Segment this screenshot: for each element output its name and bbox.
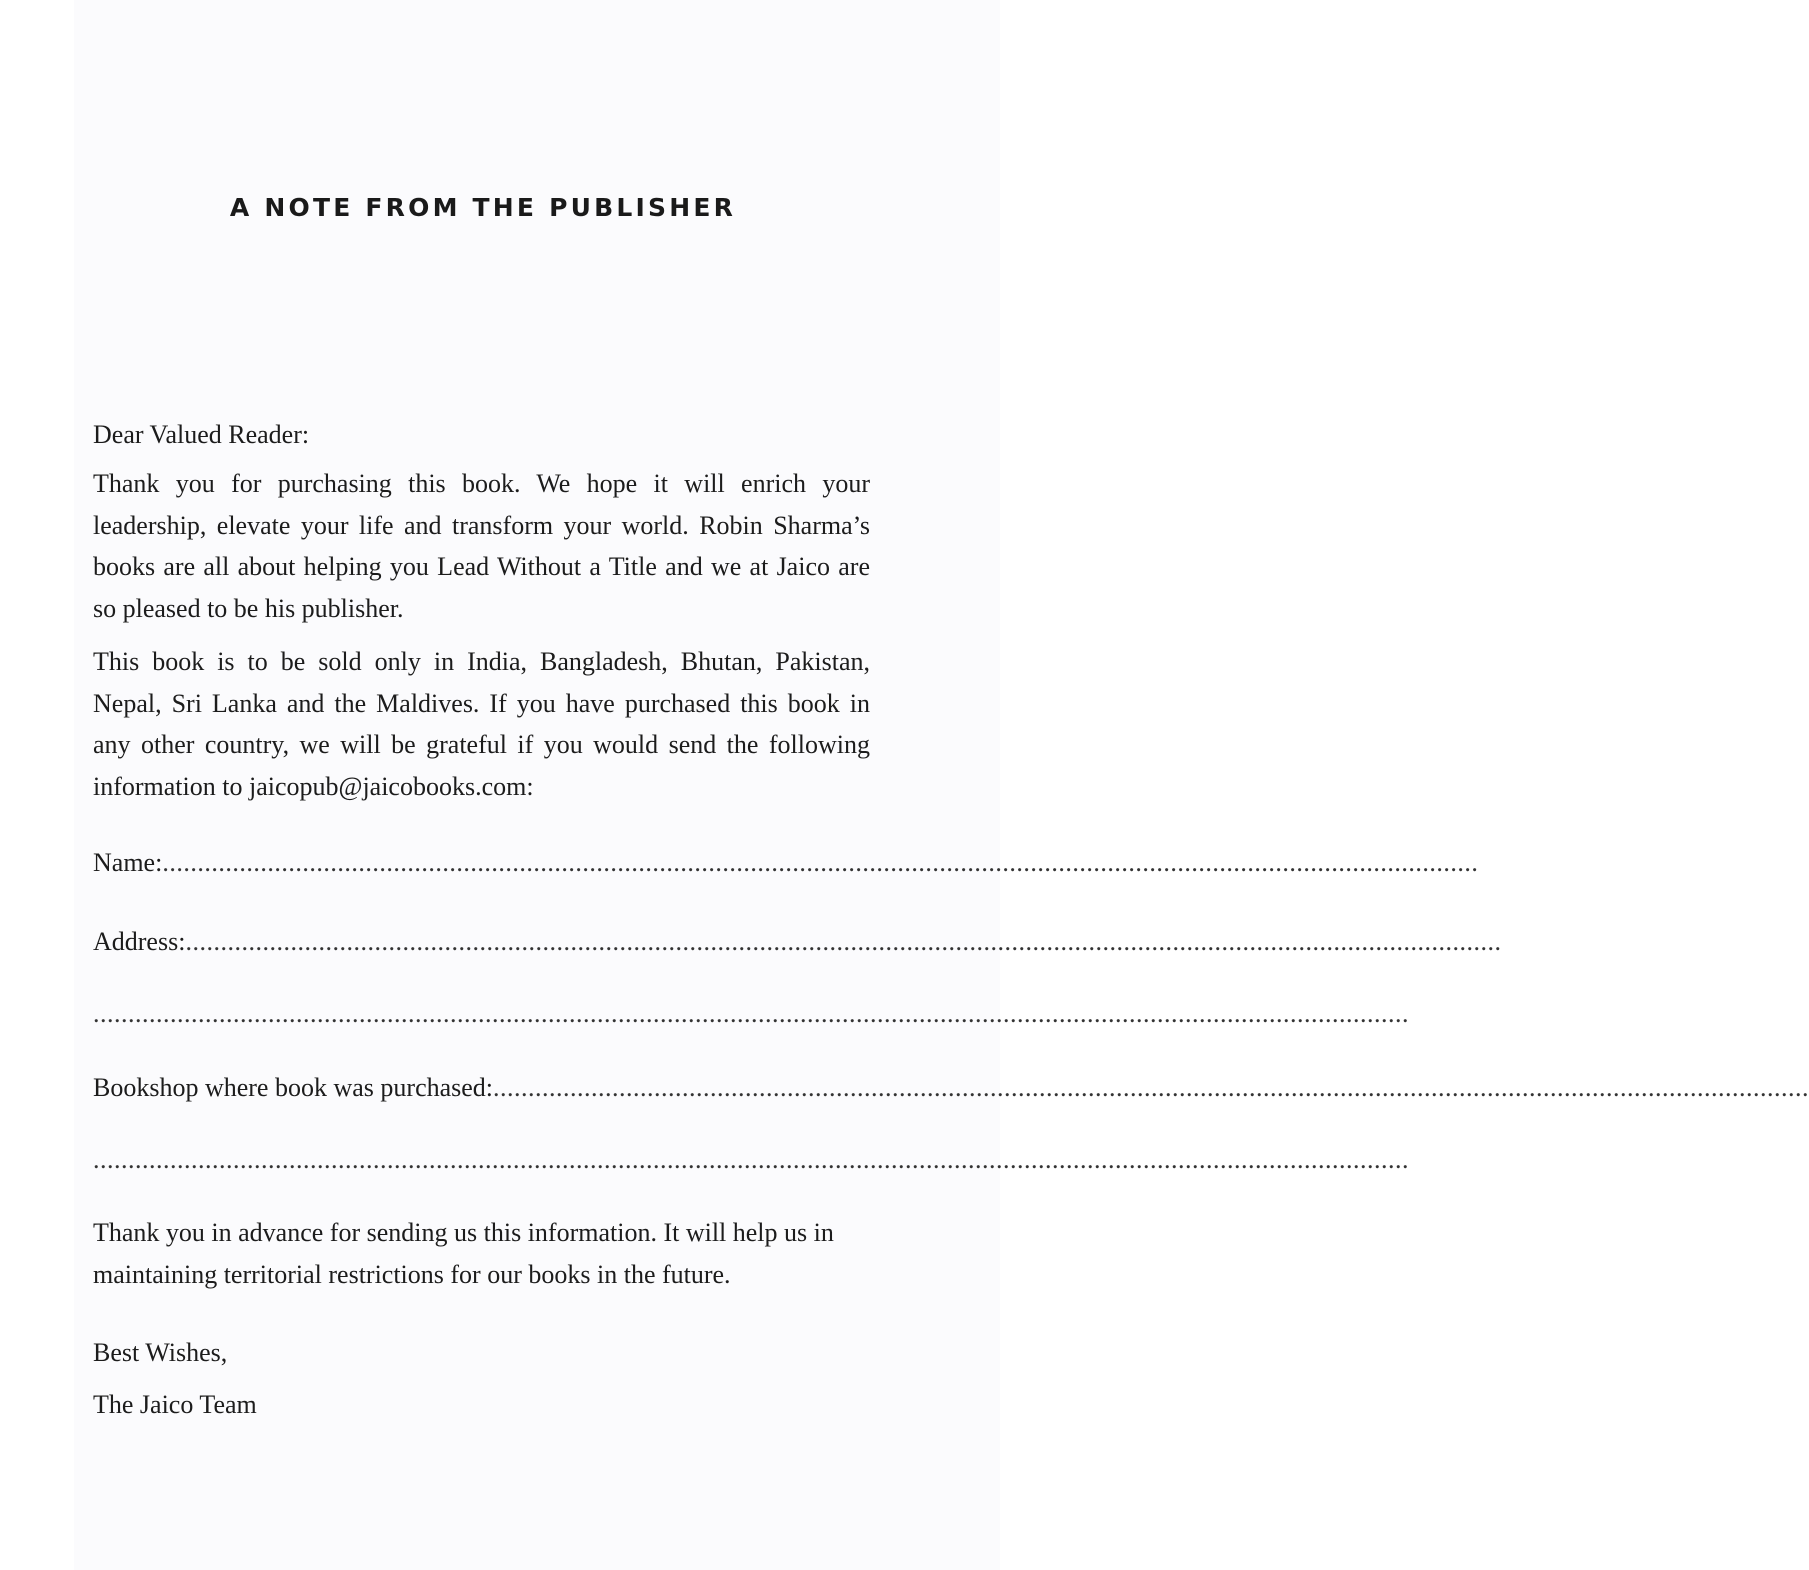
address-label: Address: — [93, 927, 186, 956]
paragraph-territory: This book is to be sold only in India, Bangladesh, Bhutan, Pakistan, Nepal, Sri Lanka and the Maldives. If you have purchased this book in any other country, we will be grateful if you would send the following information to jaicopub@jaicobooks.com: — [93, 647, 870, 801]
page-title: A NOTE FROM THE PUBLISHER — [229, 193, 737, 222]
form-address-line — [93, 922, 1502, 962]
paragraph-thanks: Thank you for purchasing this book. We hope it will enrich your leadership, elevate your life and transform your world. Robin Sharma’s books are all about helping you Lead Without a Title and we at Jaico are so pleased to be his publisher. — [93, 469, 870, 623]
page-margin — [0, 0, 74, 1570]
paragraph-closing: Thank you in advance for sending us this information. It will help us in maintaining territorial restrictions for our books in the future. — [93, 1218, 834, 1289]
bookshop-dotted-blank-2: ............................................................................................................................................................................................ — [93, 1145, 1409, 1174]
form-name-line — [93, 843, 1479, 883]
form-bookshop-line-2 — [93, 1140, 1409, 1180]
bookshop-label: Bookshop where book was purchased: — [93, 1073, 494, 1102]
address-dotted-blank-2: ............................................................................................................................................................................................ — [93, 999, 1409, 1028]
bookshop-dotted-blank: ............................................................................................................................................................................................ — [493, 1073, 1809, 1102]
salutation: Dear Valued Reader: — [93, 420, 310, 449]
address-dotted-blank: ............................................................................................................................................................................................ — [185, 927, 1502, 956]
name-label: Name: — [93, 848, 163, 877]
form-address-line-2 — [93, 994, 1409, 1034]
best-wishes: Best Wishes, — [93, 1338, 228, 1367]
name-dotted-blank: ............................................................................................................................................................................................ — [162, 848, 1479, 877]
form-bookshop-line — [93, 1068, 1809, 1108]
signature: The Jaico Team — [93, 1390, 257, 1419]
